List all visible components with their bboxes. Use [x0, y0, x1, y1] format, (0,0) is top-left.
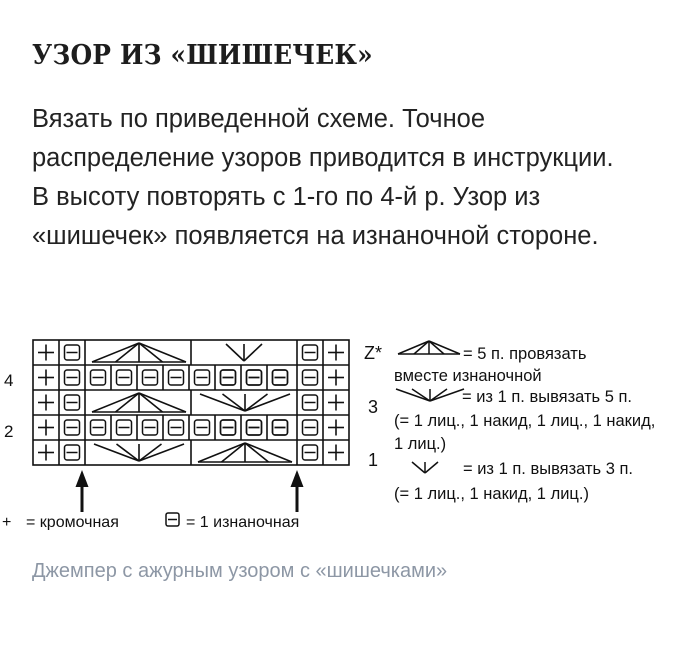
- purl-stitch-symbol: [221, 420, 236, 435]
- purl-stitch-symbol: [303, 370, 318, 385]
- edge-stitch-symbol: [328, 420, 344, 436]
- legend-z-text-1: = 5 п. провязать: [463, 345, 587, 363]
- paragraph-line: Вязать по приведенной схеме. Точное: [32, 105, 486, 133]
- purl-stitch-symbol: [303, 420, 318, 435]
- purl-stitch-symbol: [143, 370, 158, 385]
- figure-caption: Джемпер с ажурным узором с «шишечками»: [32, 560, 448, 582]
- inc3-icon: [412, 462, 438, 473]
- purl-stitch-symbol: [65, 445, 80, 460]
- legend-z-text-2: вместе изнаночной: [394, 367, 542, 385]
- legend-inc5-text-3: 1 лиц.): [394, 435, 447, 453]
- purl-stitch-symbol: [65, 370, 80, 385]
- legend-inc3-text-2: (= 1 лиц., 1 накид, 1 лиц.): [394, 485, 589, 503]
- edge-stitch-symbol: [38, 420, 54, 436]
- purl-stitch-symbol: [91, 370, 106, 385]
- decrease-motif: [92, 393, 186, 412]
- purl-stitch-symbol: [91, 420, 106, 435]
- edge-stitch-symbol: [38, 370, 54, 386]
- purl-stitch-symbol: [303, 345, 318, 360]
- knitting-chart-figure: [0, 330, 690, 530]
- edge-stitch-symbol: [38, 445, 54, 461]
- paragraph-line: В высоту повторять с 1-го по 4-й р. Узор из: [32, 183, 541, 211]
- edge-stitch-symbol: [38, 345, 54, 361]
- purl-stitch-symbol: [303, 445, 318, 460]
- paragraph-line: распределение узоров приводится в инструкции.: [32, 144, 614, 172]
- decrease-motif: [92, 343, 186, 362]
- legend-purl-text: = 1 изнаночная: [186, 514, 300, 530]
- purl-stitch-symbol: [247, 370, 262, 385]
- legend-edge-text: = кромочная: [26, 514, 119, 530]
- purl-stitch-symbol: [273, 420, 288, 435]
- increase-3-motif: [226, 344, 262, 361]
- chart-motifs: [92, 343, 292, 462]
- legend-z-label: Z*: [364, 343, 382, 363]
- legend-inc5-text-1: = из 1 п. вывязать 5 п.: [462, 388, 632, 406]
- purl-stitch-symbol: [273, 370, 288, 385]
- legend-purl-icon: [166, 513, 179, 526]
- row-number-2: 2: [4, 422, 14, 441]
- legend-row-1: 1: [368, 450, 379, 470]
- purl-stitch-symbol: [117, 420, 132, 435]
- edge-stitch-symbol: [328, 370, 344, 386]
- repeat-arrow-left: [76, 470, 89, 512]
- row-number-4: 4: [4, 371, 14, 390]
- legend-inc5-text-2: (= 1 лиц., 1 накид, 1 лиц., 1 накид,: [394, 412, 656, 430]
- edge-stitch-symbol: [328, 345, 344, 361]
- inc5-icon: [396, 389, 464, 401]
- edge-stitch-symbol: [328, 395, 344, 411]
- purl-stitch-symbol: [65, 345, 80, 360]
- purl-stitch-symbol: [65, 395, 80, 410]
- edge-stitch-symbol: [38, 395, 54, 411]
- increase-5-motif: [200, 394, 290, 411]
- purl-stitch-symbol: [195, 420, 210, 435]
- purl-stitch-symbol: [221, 370, 236, 385]
- purl-stitch-symbol: [65, 420, 80, 435]
- decrease-motif: [198, 443, 292, 462]
- paragraph-line: «шишечек» появляется на изнаночной стороне.: [32, 222, 599, 250]
- purl-stitch-symbol: [143, 420, 158, 435]
- increase-5-motif: [94, 444, 184, 461]
- purl-stitch-symbol: [169, 420, 184, 435]
- legend-inc3-text-1: = из 1 п. вывязать 3 п.: [463, 460, 633, 478]
- edge-stitch-symbol: [328, 445, 344, 461]
- legend-edge-symbol: +: [2, 514, 12, 530]
- article-title: УЗОР ИЗ «ШИШЕЧЕК»: [32, 40, 373, 71]
- purl-stitch-symbol: [303, 395, 318, 410]
- knitting-chart-svg: [0, 330, 690, 530]
- legend-row-3: 3: [368, 397, 379, 417]
- purl-stitch-symbol: [117, 370, 132, 385]
- article-paragraph: [32, 100, 682, 256]
- purl-stitch-symbol: [169, 370, 184, 385]
- chart-grid: [33, 340, 349, 465]
- repeat-arrow-right: [291, 470, 304, 512]
- purl-stitch-symbol: [247, 420, 262, 435]
- z-decrease-icon: [398, 341, 460, 354]
- purl-stitch-symbol: [195, 370, 210, 385]
